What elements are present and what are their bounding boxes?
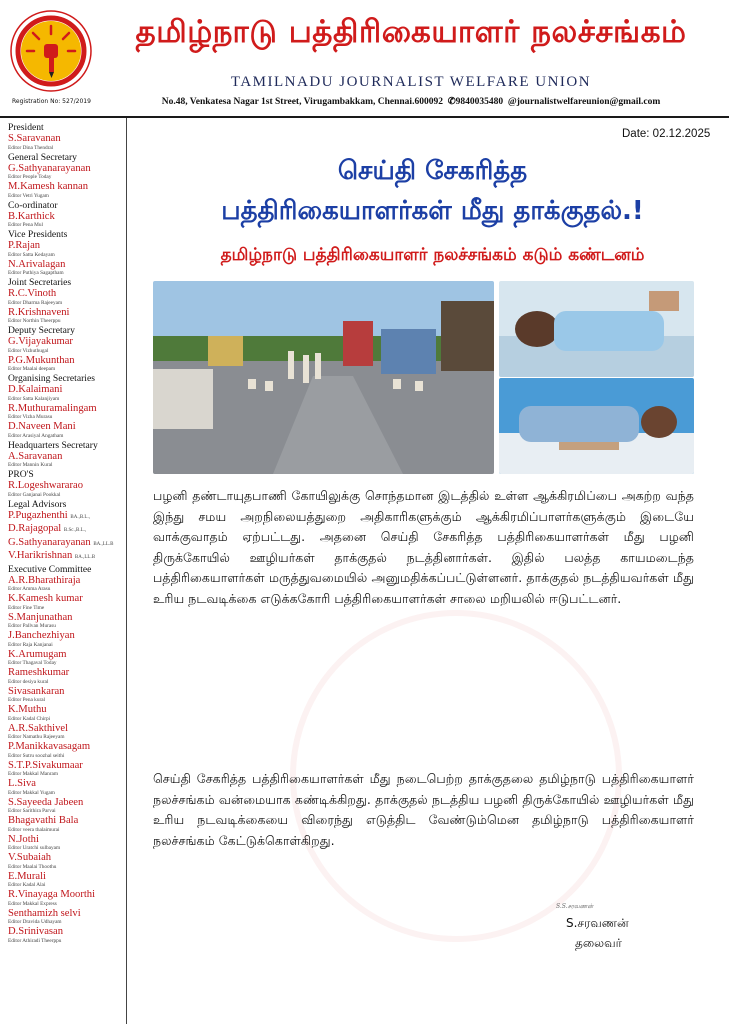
- member-name-text: R.Vinayaga Moorthi: [8, 889, 96, 900]
- sidebar-member-name: [8, 384, 124, 396]
- sidebar-member-name: [8, 575, 124, 587]
- member-publication: Editor Arasiyal Angatham: [8, 432, 64, 439]
- statement-paragraph-2: செய்தி சேகரித்த பத்திரிகையாளர்கள் மீது நடைபெற்ற தாக்குதலை தமிழ்நாடு பத்திரிகையாளர் நலச்சங்கம் வன்மையாக கண்டிக்கிறது. தாக்குதல் நடத்திய பழனி திருக்கோயில் ஊழியர்கள் மீது உரிய நடவடிக்கையை விரைந்து எடுத்திட வேண்டும்மென தமிழ்நாடு பத்திரிகையாளர் நலச்சங்கம் கேட்டுக்கொள்கிறது.: [153, 771, 694, 848]
- member-name-text: S.Sayeeda Jabeen: [8, 796, 84, 808]
- member-name-text: S.Saravanan: [8, 133, 61, 144]
- member-name-text: B.Karthick: [8, 210, 55, 222]
- sidebar-member-name: [8, 741, 124, 753]
- member-name-text: G.Sathyanarayanan: [8, 536, 91, 548]
- sidebar-member-name: [8, 889, 124, 901]
- member-publication: Editor Pena kural: [8, 697, 46, 703]
- sidebar-member-name: [8, 797, 124, 809]
- injured-journalist-photo-1: [499, 281, 694, 377]
- sidebar-member-name: [8, 778, 124, 790]
- sidebar-member-name: [8, 259, 124, 271]
- member-name-text: K.Kamesh kumar: [8, 593, 83, 604]
- member-publication: Editor Uratchi sulbayam: [8, 845, 61, 851]
- member-name-text: A.R.Sakthivel: [8, 722, 69, 734]
- member-publication: Editor Kadal Alai: [8, 882, 46, 888]
- member-qualifications: BA.,LL.B: [74, 555, 96, 560]
- member-publication: Editor Makkal Yugam: [8, 789, 55, 796]
- statement-date: Date: 02.12.2025: [622, 128, 711, 140]
- member-publication: Editor Fine Time: [8, 604, 45, 611]
- registration-number: Registration No: 527/2019: [12, 98, 91, 105]
- member-name-text: P.Rajan: [8, 240, 41, 251]
- member-publication: Editor Thagaval Today: [8, 660, 57, 666]
- member-name-text: M.Kamesh kannan: [8, 181, 89, 192]
- member-name-text: A.R.Bharathiraja: [8, 574, 81, 586]
- union-logo: [10, 10, 92, 92]
- member-publication: Editor Sutru soozhal seithi: [8, 752, 65, 759]
- sidebar-member-name: [8, 523, 124, 537]
- member-name-text: G.Sathyanarayanan: [8, 162, 91, 174]
- sidebar-member-name: [8, 480, 124, 492]
- sidebar-member-name: [8, 211, 124, 223]
- sidebar-member-name: [8, 307, 124, 319]
- sidebar-role-title: President: [8, 122, 44, 133]
- member-name-text: K.Muthu: [8, 704, 47, 715]
- member-name-text: P.G.Mukunthan: [8, 354, 75, 366]
- injured-journalist-photo-2: [499, 378, 694, 474]
- member-name-text: Rameshkumar: [8, 667, 70, 678]
- sidebar-member-name: [8, 355, 124, 367]
- sidebar-member-name: [8, 403, 124, 415]
- member-name-text: V.Subaiah: [8, 852, 52, 863]
- sidebar-member-name: [8, 537, 124, 551]
- headline-line-2: பத்திரிகையாளர்கள் மீது தாக்குதல்.!: [221, 196, 644, 226]
- member-publication: Editor Ganjanai Pookkal: [8, 491, 61, 498]
- member-name-text: D.Srinivasan: [8, 926, 64, 937]
- subheadline: தமிழ்நாடு பத்திரிகையாளர் நலச்சங்கம் கடும் கண்டனம்: [220, 245, 645, 265]
- address-line: [106, 96, 716, 107]
- member-publication: Editor Maalai deepam: [8, 366, 56, 372]
- member-name-text: R.Muthuramalingam: [8, 402, 97, 414]
- member-publication: Editor Dina Thendral: [8, 144, 54, 151]
- org-name-tamil: தமிழ்நாடு பத்திரிகையாளர் நலச்சங்கம்: [135, 14, 687, 50]
- member-publication: Editor Athiradi Theerppu: [8, 937, 62, 944]
- sidebar-role-title: Headquarters Secretary: [8, 439, 98, 451]
- member-publication: Editor Raja Kanjanai: [8, 641, 53, 648]
- sidebar-member-name: [8, 686, 124, 698]
- sidebar-role-title: Organising Secretaries: [8, 373, 95, 384]
- member-publication: Editor Maalai Thoothu: [8, 863, 57, 870]
- sidebar-member-name: [8, 240, 124, 252]
- sidebar-member-name: [8, 630, 124, 642]
- member-publication: Editor desiya kural: [8, 678, 49, 685]
- sidebar-role-title: Co-ordinator: [8, 199, 58, 211]
- sidebar-member-name: [8, 451, 124, 463]
- member-name-text: S.T.P.Sivakumaar: [8, 759, 83, 771]
- member-name-text: N.Jothi: [8, 833, 39, 845]
- sidebar-member-name: [8, 336, 124, 348]
- sidebar-member-name: [8, 510, 124, 524]
- member-name-text: P.Manikkavasagam: [8, 741, 91, 752]
- road-blockade-photo: [153, 281, 494, 474]
- member-publication: Editor Namathu Rajeeyam: [8, 734, 65, 740]
- headline-line-1: செய்தி சேகரித்த: [337, 156, 528, 186]
- sidebar-member-name: [8, 667, 124, 679]
- sidebar-member-name: [8, 163, 124, 175]
- member-name-text: Bhagavathi Bala: [8, 815, 79, 826]
- address: No.48, Venkatesa Nagar 1st Street, Virugambakkam, Chennai.600092: [161, 97, 443, 107]
- member-name-text: N.Arivalagan: [8, 258, 66, 270]
- member-publication: Editor Vetri Yugam: [8, 192, 49, 199]
- sidebar-member-name: [8, 704, 124, 716]
- sidebar-member-name: [8, 908, 124, 920]
- sidebar-member-name: [8, 550, 124, 564]
- member-publication: Editor Pena Mul: [8, 222, 44, 228]
- sidebar-role-title: Deputy Secretary: [8, 325, 75, 336]
- sidebar-member-name: [8, 760, 124, 772]
- sidebar-member-name: [8, 723, 124, 735]
- sidebar-role-title: PRO'S: [8, 469, 34, 480]
- member-publication: Editor Vizhuthugal: [8, 347, 49, 354]
- sidebar-member-name: [8, 133, 124, 145]
- office-bearers-sidebar: [0, 118, 127, 1024]
- member-name-text: R.C.Vinoth: [8, 288, 57, 299]
- member-publication: Editor Dharma Rajeeyam: [8, 299, 63, 306]
- member-publication: Editor Satta Kedayam: [8, 251, 55, 258]
- sidebar-role-title: Vice Presidents: [8, 229, 68, 240]
- member-name-text: E.Murali: [8, 870, 46, 882]
- member-qualifications: B.Sc.,B.L.,: [63, 528, 87, 533]
- office-bearers-list: [8, 122, 124, 945]
- member-publication: Editor Northin Theerppu: [8, 318, 61, 324]
- sidebar-member-name: [8, 834, 124, 846]
- member-name-text: D.Naveen Mani: [8, 421, 76, 432]
- sidebar-role-title: Legal Advisors: [8, 498, 67, 510]
- member-publication: Editor Dravida Udhayam: [8, 919, 62, 925]
- member-name-text: Senthamizh selvi: [8, 907, 81, 919]
- member-name-text: L.Siva: [8, 778, 36, 789]
- member-name-text: J.Banchezhiyan: [8, 630, 75, 641]
- member-publication: Editor Kadal Chirpi: [8, 715, 51, 722]
- email-address[interactable]: journalistwelfareunion@gmail.com: [516, 97, 661, 107]
- sidebar-member-name: [8, 593, 124, 605]
- member-publication: Editor Pallvan Murasu: [8, 623, 56, 629]
- member-name-text: Sivasankaran: [8, 685, 65, 697]
- member-name-text: R.Krishnaveni: [8, 306, 70, 318]
- letterhead: [0, 0, 729, 116]
- member-publication: Editor Vizha Murasu: [8, 414, 53, 420]
- phone-icon: ✆: [445, 97, 456, 107]
- sidebar-member-name: [8, 815, 124, 827]
- org-name-english: TAMILNADU JOURNALIST WELFARE UNION: [230, 74, 592, 90]
- statement-paragraph-1: பழனி தண்டாயுதபாணி கோயிலுக்கு சொந்தமான இடத்தில் உள்ள ஆக்கிரமிப்பை அகற்ற வந்த இந்து சமய அறநிலையத்துறை அதிகாரிகளுக்கும் ஆக்கிரமிப்பாளர்களுக்கும் இடையே வாக்குவாதம் ஏற்பட்டது. அதனை செய்தி சேகரித்த பத்திரிகையாளர்கள் மீது பழனி திருக்கோயில் ஊழியர்கள் தாக்குதல் நடத்தினார்கள். இதில் பலத்த காயமடைந்த பத்திரிகையாளர்கள் மருத்துவமையில் அனுமதிக்கப்பட்டுள்ளனர். தாக்குதல் நடத்தியவர்கள் மீது உரிய நடவடிக்கை எடுக்ககோரி பத்திரிகையாளர்கள் சாலை மறியலில் ஈடுபட்டனர்.: [153, 488, 694, 606]
- signatory-title: தலைவர்: [575, 936, 622, 950]
- email-icon: @: [505, 97, 517, 107]
- member-publication: Editor Satta Kalanjiyam: [8, 395, 60, 402]
- sidebar-member-name: [8, 926, 124, 938]
- phone-number[interactable]: 9840035480: [455, 97, 504, 107]
- sidebar-member-name: [8, 852, 124, 864]
- member-name-text: V.Harikrishnan: [8, 550, 73, 561]
- member-name-text: R.Logeshwararao: [8, 480, 84, 491]
- sidebar-member-name: [8, 421, 124, 433]
- member-name-text: P.Pugazhenthi: [8, 509, 68, 521]
- sidebar-role-title: General Secretary: [8, 151, 77, 163]
- sidebar-member-name: [8, 181, 124, 193]
- member-qualifications: BA.,LL.B: [93, 541, 114, 547]
- member-name-text: K.Arumugam: [8, 648, 67, 660]
- sidebar-member-name: [8, 288, 124, 300]
- sidebar-member-name: [8, 649, 124, 661]
- member-publication: Editor Sarithira Parvai: [8, 808, 56, 814]
- member-publication: Editor Makkal Express: [8, 900, 57, 907]
- member-publication: Editor Mannin Kural: [8, 462, 53, 468]
- member-qualifications: BA.,B.L.,: [70, 514, 90, 520]
- member-publication: Editor People Today: [8, 174, 52, 180]
- sidebar-role-title: Joint Secretaries: [8, 277, 72, 288]
- member-publication: Editor Amma Arasu: [8, 586, 51, 592]
- signature-scribble: S.S.சரவணன்: [556, 903, 594, 910]
- member-name-text: G.Vijayakumar: [8, 336, 73, 347]
- sidebar-member-name: [8, 612, 124, 624]
- signatory-name: S.சரவணன்: [566, 916, 629, 930]
- sidebar-member-name: [8, 871, 124, 883]
- sidebar-role-title: Executive Committee: [8, 563, 92, 575]
- member-publication: Editor Makkal Manram: [8, 771, 59, 777]
- member-publication: Editor veera thalaimurai: [8, 826, 60, 833]
- member-name-text: D.Rajagopal: [8, 523, 62, 534]
- member-name-text: S.Manjunathan: [8, 611, 73, 623]
- member-name-text: D.Kalaimani: [8, 384, 63, 395]
- member-name-text: A.Saravanan: [8, 450, 63, 462]
- member-publication: Editor Puthiya Sagaptham: [8, 270, 64, 276]
